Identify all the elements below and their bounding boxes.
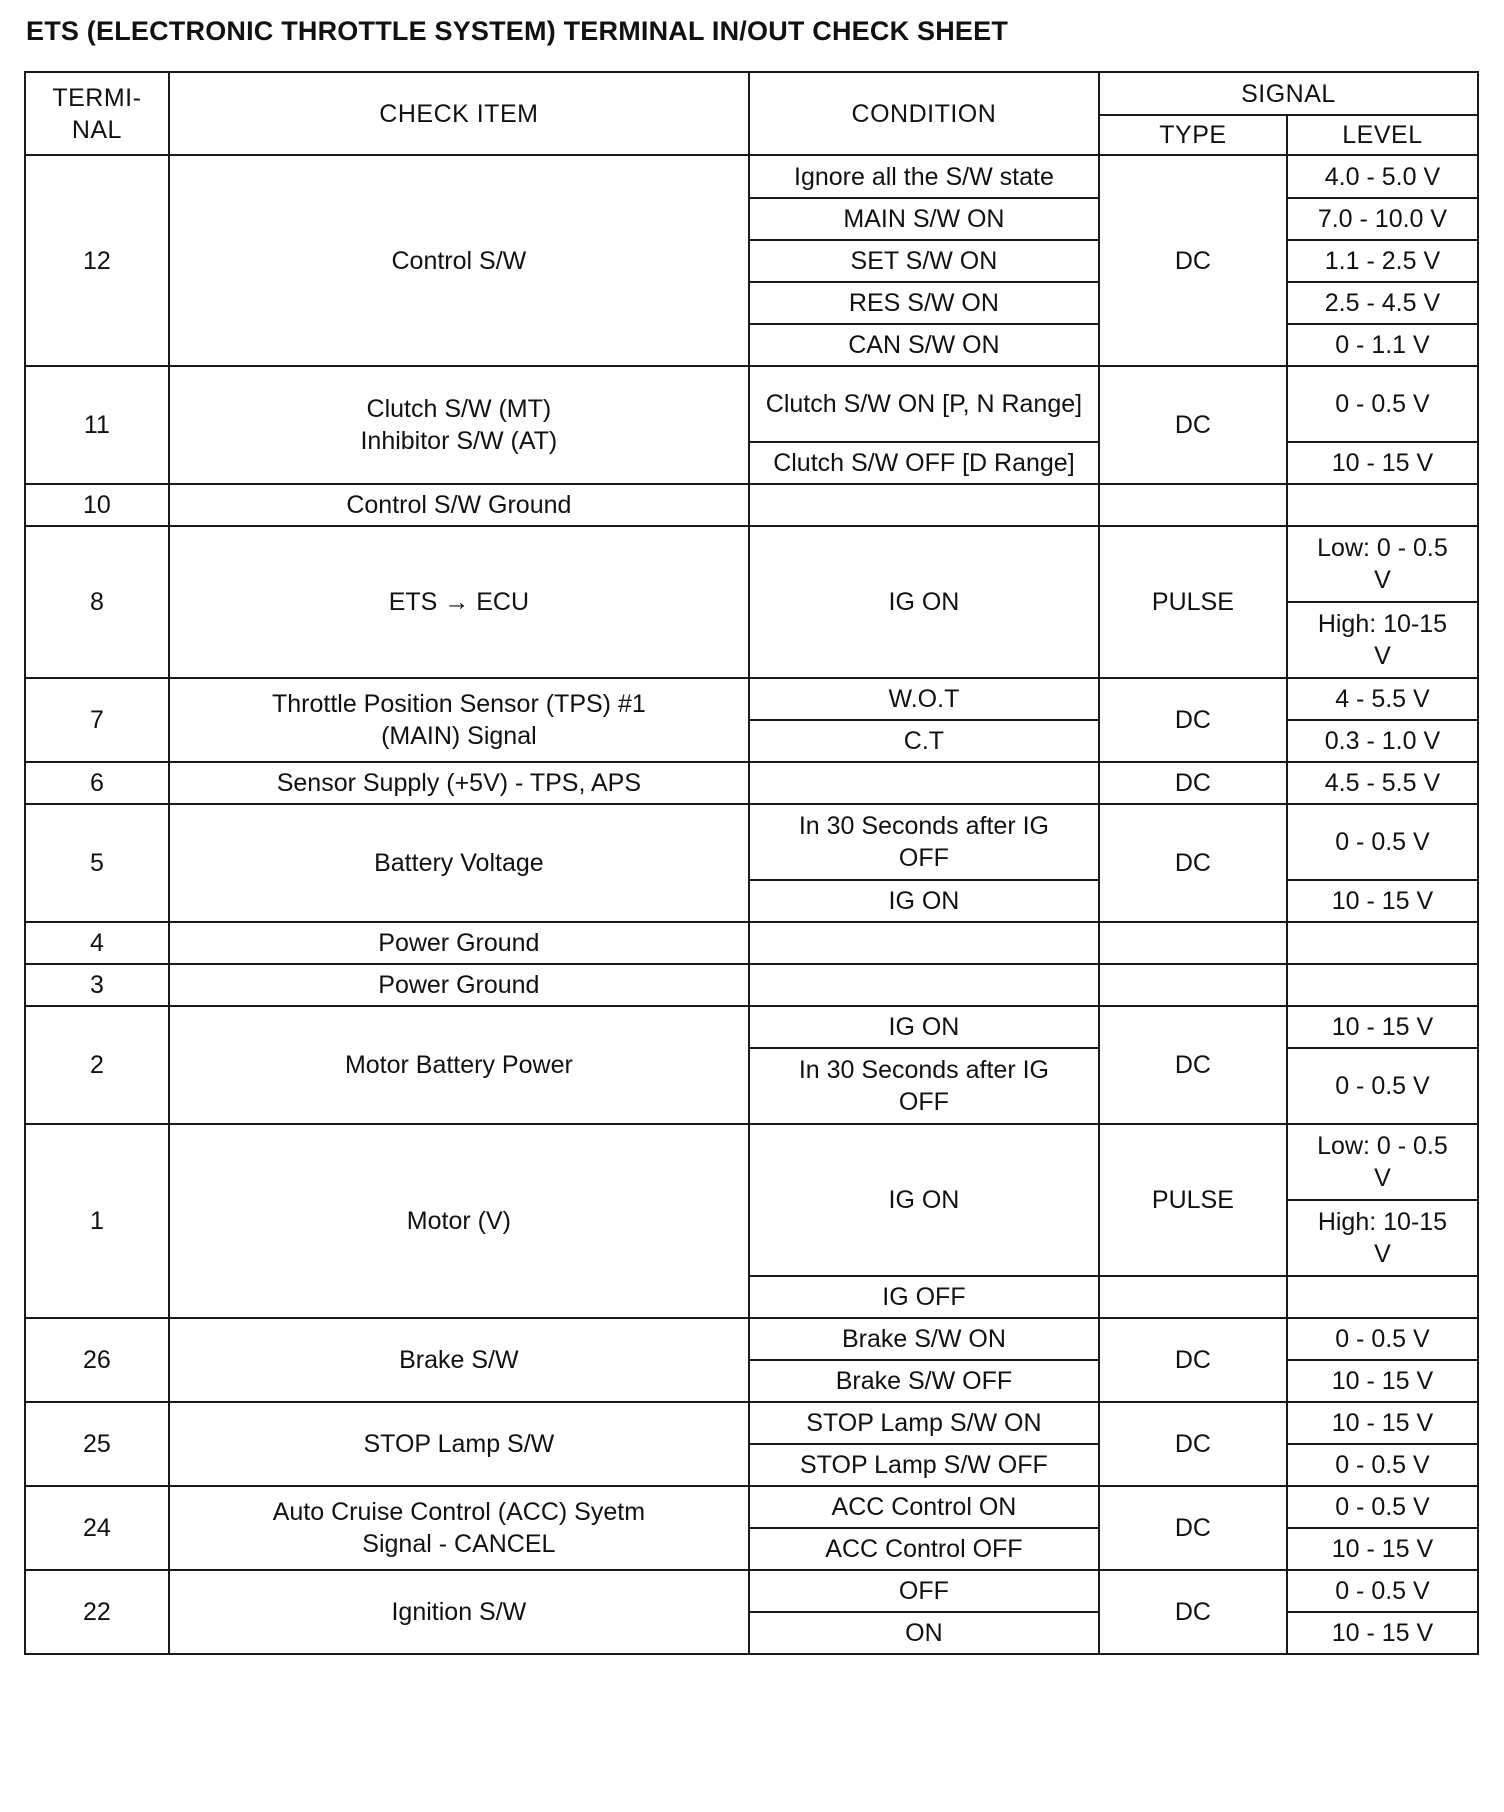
- check-item-cell: Brake S/W: [169, 1318, 749, 1402]
- condition-cell: [749, 964, 1099, 1006]
- condition-cell: RES S/W ON: [749, 282, 1099, 324]
- header-terminal: TERMI-NAL: [25, 72, 169, 155]
- check-item-cell: Control S/W: [169, 155, 749, 366]
- terminal-cell: 24: [25, 1486, 169, 1570]
- type-cell: DC: [1099, 762, 1287, 804]
- terminal-cell: 10: [25, 484, 169, 526]
- type-cell: PULSE: [1099, 526, 1287, 678]
- check-item-cell: Power Ground: [169, 922, 749, 964]
- table-row: [25, 1318, 1478, 1360]
- condition-cell: OFF: [749, 1570, 1099, 1612]
- condition-cell: C.T: [749, 720, 1099, 762]
- type-cell: DC: [1099, 155, 1287, 366]
- level-cell: 10 - 15 V: [1287, 1528, 1478, 1570]
- check-item-cell: Clutch S/W (MT) Inhibitor S/W (AT): [169, 366, 749, 484]
- level-cell: 10 - 15 V: [1287, 1612, 1478, 1654]
- level-cell: [1287, 1276, 1478, 1318]
- type-cell: [1099, 964, 1287, 1006]
- level-cell: 10 - 15 V: [1287, 1006, 1478, 1048]
- check-item-cell: Auto Cruise Control (ACC) Syetm Signal - CANCEL: [169, 1486, 749, 1570]
- condition-cell: STOP Lamp S/W ON: [749, 1402, 1099, 1444]
- check-item-cell: ETS → ECU: [169, 526, 749, 678]
- level-cell: 4 - 5.5 V: [1287, 678, 1478, 720]
- level-cell: 0 - 0.5 V: [1287, 1048, 1478, 1124]
- terminal-cell: 3: [25, 964, 169, 1006]
- table-row: [25, 964, 1478, 1006]
- level-cell: 0 - 0.5 V: [1287, 366, 1478, 442]
- check-item-cell: Throttle Position Sensor (TPS) #1 (MAIN) Signal: [169, 678, 749, 762]
- table-row: [25, 804, 1478, 880]
- type-cell: DC: [1099, 804, 1287, 922]
- header-type: TYPE: [1099, 115, 1287, 155]
- terminal-cell: 2: [25, 1006, 169, 1124]
- type-cell: DC: [1099, 1570, 1287, 1654]
- condition-cell: CAN S/W ON: [749, 324, 1099, 366]
- terminal-cell: 7: [25, 678, 169, 762]
- level-cell: 0 - 0.5 V: [1287, 1318, 1478, 1360]
- condition-cell: Clutch S/W ON [P, N Range]: [749, 366, 1099, 442]
- header-signal: SIGNAL: [1099, 72, 1478, 115]
- condition-cell: IG ON: [749, 1006, 1099, 1048]
- condition-cell: IG OFF: [749, 1276, 1099, 1318]
- header-check-item: CHECK ITEM: [169, 72, 749, 155]
- terminal-cell: 25: [25, 1402, 169, 1486]
- table-row: [25, 484, 1478, 526]
- level-cell: 4.5 - 5.5 V: [1287, 762, 1478, 804]
- header-row: [25, 72, 1478, 115]
- table-row: [25, 1486, 1478, 1528]
- type-cell: DC: [1099, 1402, 1287, 1486]
- type-cell: DC: [1099, 1006, 1287, 1124]
- condition-cell: ACC Control ON: [749, 1486, 1099, 1528]
- level-cell: 10 - 15 V: [1287, 880, 1478, 922]
- condition-cell: ON: [749, 1612, 1099, 1654]
- level-cell: 10 - 15 V: [1287, 442, 1478, 484]
- terminal-check-table: [24, 71, 1479, 1655]
- level-cell: 10 - 15 V: [1287, 1360, 1478, 1402]
- condition-cell: Brake S/W ON: [749, 1318, 1099, 1360]
- level-cell: [1287, 922, 1478, 964]
- condition-cell: IG ON: [749, 880, 1099, 922]
- header-condition: CONDITION: [749, 72, 1099, 155]
- table-row: [25, 678, 1478, 720]
- table-row: [25, 1124, 1478, 1200]
- terminal-cell: 4: [25, 922, 169, 964]
- level-cell: High: 10-15 V: [1287, 1200, 1478, 1276]
- type-cell: DC: [1099, 366, 1287, 484]
- level-cell: 0 - 0.5 V: [1287, 1486, 1478, 1528]
- type-cell: [1099, 484, 1287, 526]
- type-cell: PULSE: [1099, 1124, 1287, 1276]
- check-item-cell: Battery Voltage: [169, 804, 749, 922]
- check-item-cell: Motor Battery Power: [169, 1006, 749, 1124]
- check-item-cell: Motor (V): [169, 1124, 749, 1318]
- condition-cell: IG ON: [749, 1124, 1099, 1276]
- terminal-cell: 26: [25, 1318, 169, 1402]
- level-cell: 0 - 1.1 V: [1287, 324, 1478, 366]
- level-cell: 10 - 15 V: [1287, 1402, 1478, 1444]
- type-cell: DC: [1099, 678, 1287, 762]
- table-row: [25, 762, 1478, 804]
- type-cell: DC: [1099, 1318, 1287, 1402]
- terminal-cell: 5: [25, 804, 169, 922]
- table-row: [25, 922, 1478, 964]
- table-row: [25, 1006, 1478, 1048]
- condition-cell: W.O.T: [749, 678, 1099, 720]
- terminal-cell: 8: [25, 526, 169, 678]
- level-cell: Low: 0 - 0.5 V: [1287, 1124, 1478, 1200]
- condition-cell: [749, 484, 1099, 526]
- table-row: [25, 366, 1478, 442]
- page-title: ETS (ELECTRONIC THROTTLE SYSTEM) TERMINAL IN/OUT CHECK SHEET: [26, 16, 1009, 46]
- terminal-cell: 22: [25, 1570, 169, 1654]
- terminal-cell: 12: [25, 155, 169, 366]
- condition-cell: STOP Lamp S/W OFF: [749, 1444, 1099, 1486]
- level-cell: 0.3 - 1.0 V: [1287, 720, 1478, 762]
- level-cell: 2.5 - 4.5 V: [1287, 282, 1478, 324]
- condition-cell: [749, 922, 1099, 964]
- condition-cell: SET S/W ON: [749, 240, 1099, 282]
- check-item-cell: Ignition S/W: [169, 1570, 749, 1654]
- condition-cell: Ignore all the S/W state: [749, 155, 1099, 198]
- check-item-cell: STOP Lamp S/W: [169, 1402, 749, 1486]
- condition-cell: [749, 762, 1099, 804]
- terminal-cell: 1: [25, 1124, 169, 1318]
- condition-cell: MAIN S/W ON: [749, 198, 1099, 240]
- table-row: [25, 1570, 1478, 1612]
- level-cell: 0 - 0.5 V: [1287, 804, 1478, 880]
- condition-cell: In 30 Seconds after IG OFF: [749, 1048, 1099, 1124]
- level-cell: 1.1 - 2.5 V: [1287, 240, 1478, 282]
- type-cell: [1099, 922, 1287, 964]
- condition-cell: Clutch S/W OFF [D Range]: [749, 442, 1099, 484]
- header-level: LEVEL: [1287, 115, 1478, 155]
- level-cell: [1287, 484, 1478, 526]
- check-item-cell: Power Ground: [169, 964, 749, 1006]
- check-item-cell: Sensor Supply (+5V) - TPS, APS: [169, 762, 749, 804]
- condition-cell: Brake S/W OFF: [749, 1360, 1099, 1402]
- terminal-cell: 6: [25, 762, 169, 804]
- terminal-cell: 11: [25, 366, 169, 484]
- type-cell: [1099, 1276, 1287, 1318]
- check-item-cell: Control S/W Ground: [169, 484, 749, 526]
- table-row: [25, 1402, 1478, 1444]
- table-row: [25, 526, 1478, 602]
- condition-cell: IG ON: [749, 526, 1099, 678]
- level-cell: 0 - 0.5 V: [1287, 1444, 1478, 1486]
- level-cell: 7.0 - 10.0 V: [1287, 198, 1478, 240]
- level-cell: 4.0 - 5.0 V: [1287, 155, 1478, 198]
- table-row: [25, 155, 1478, 198]
- type-cell: DC: [1099, 1486, 1287, 1570]
- level-cell: [1287, 964, 1478, 1006]
- condition-cell: In 30 Seconds after IG OFF: [749, 804, 1099, 880]
- level-cell: High: 10-15 V: [1287, 602, 1478, 678]
- level-cell: Low: 0 - 0.5 V: [1287, 526, 1478, 602]
- condition-cell: ACC Control OFF: [749, 1528, 1099, 1570]
- level-cell: 0 - 0.5 V: [1287, 1570, 1478, 1612]
